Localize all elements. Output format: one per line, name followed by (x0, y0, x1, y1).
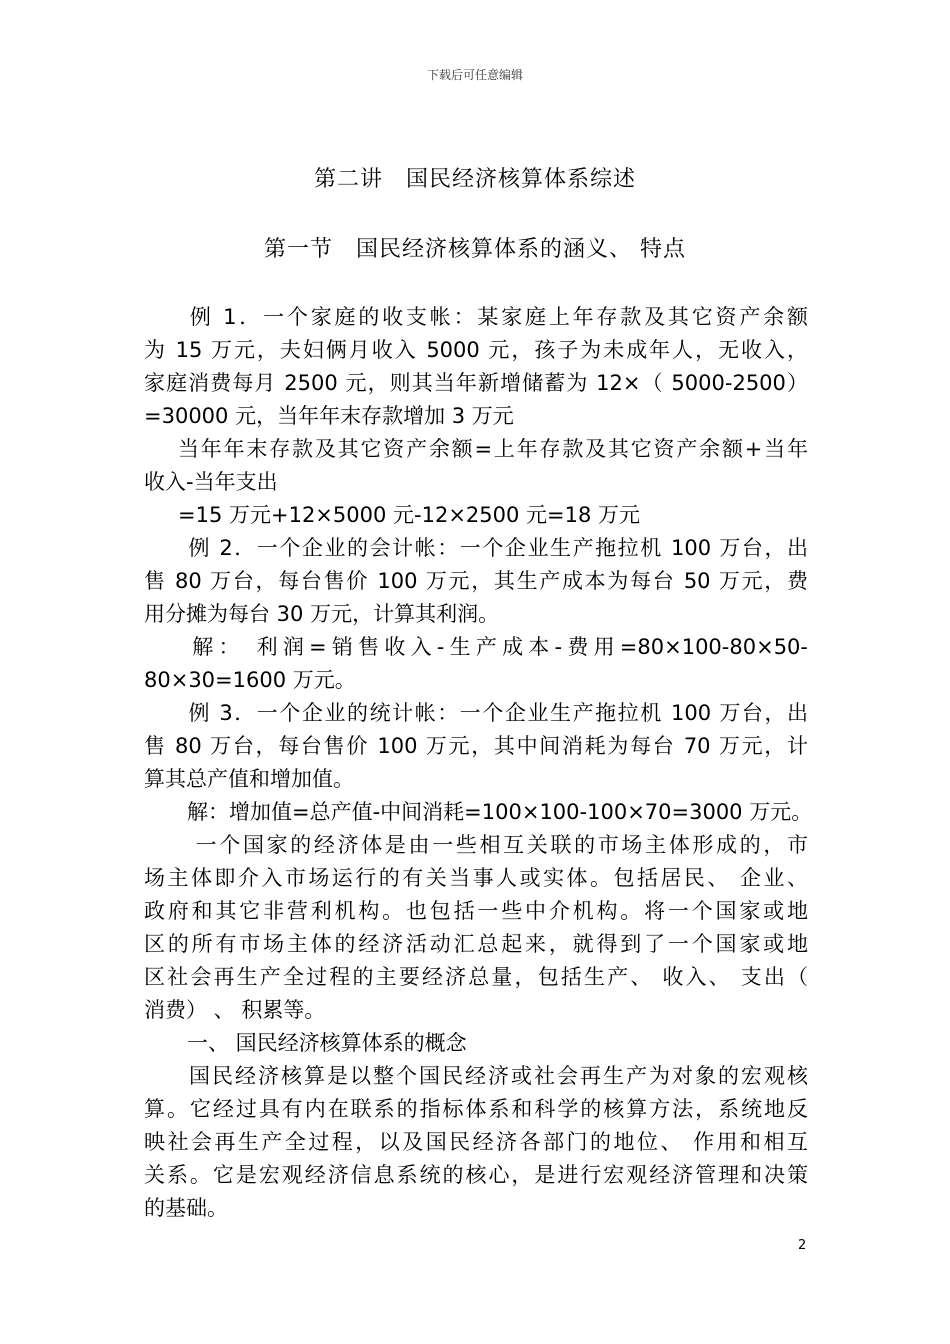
page-header: 下载后可任意编辑 (426, 68, 523, 82)
body-line: 一个国家的经济体是由一些相互关联的市场主体形成的，市 (172, 833, 808, 857)
body-line: 关系。它是宏观经济信息系统的核心，是进行宏观经济管理和决策 (144, 1163, 808, 1187)
body-line: 区的所有市场主体的经济活动汇总起来，就得到了一个国家或地 (144, 932, 808, 956)
body-line: 一、 国民经济核算体系的概念 (166, 1031, 467, 1055)
body-line: 为 15 万元，夫妇俩月收入 5000 元，孩子为未成年人，无收入， (144, 338, 808, 362)
body-line: 的基础。 (144, 1196, 228, 1220)
body-line: 映社会再生产全过程，以及国民经济各部门的地位、 作用和相互 (144, 1130, 808, 1154)
body-line: 政府和其它非营利机构。也包括一些中介机构。将一个国家或地 (144, 899, 808, 923)
body-line: 区社会再生产全过程的主要经济总量，包括生产、 收入、 支出（ (144, 965, 808, 989)
body-line: 家庭消费每月 2500 元，则其当年新增储蓄为 12×（ 5000-2500） (144, 371, 808, 395)
body-line: 场主体即介入市场运行的有关当事人或实体。包括居民、 企业、 (144, 866, 808, 890)
body-line: =15 万元+12×5000 元-12×2500 元=18 万元 (178, 503, 641, 527)
body-line: 算。它经过具有内在联系的指标体系和科学的核算方法，系统地反 (144, 1097, 808, 1121)
body-line: 当年年末存款及其它资产余额=上年存款及其它资产余额+当年 (178, 437, 808, 461)
body-line: 售 80 万台，每台售价 100 万元，其生产成本为每台 50 万元，费 (144, 569, 808, 593)
body-line: 消费） 、 积累等。 (144, 998, 326, 1022)
body-line: 解： 利润=销售收入-生产成本-费用=80×100-80×50- (166, 635, 808, 659)
lecture-title: 第二讲 国民经济核算体系综述 (313, 167, 636, 192)
body-line: 用分摊为每台 30 万元，计算其利润。 (144, 602, 500, 626)
body-line: 算其总产值和增加值。 (144, 767, 354, 791)
body-line: 例 3．一个企业的统计帐：一个企业生产拖拉机 100 万台，出 (166, 701, 808, 725)
body-line: 例 1．一个家庭的收支帐：某家庭上年存款及其它资产余额 (166, 305, 808, 329)
body-line: 例 2．一个企业的会计帐：一个企业生产拖拉机 100 万台，出 (166, 536, 808, 560)
body-line: 解：增加值=总产值-中间消耗=100×100-100×70=3000 万元。 (166, 800, 813, 824)
body-line: 收入-当年支出 (144, 470, 278, 494)
body-line: 80×30=1600 万元。 (144, 668, 356, 692)
body-line: 国民经济核算是以整个国民经济或社会再生产为对象的宏观核 (166, 1064, 808, 1088)
body-line: 售 80 万台，每台售价 100 万元，其中间消耗为每台 70 万元，计 (144, 734, 808, 758)
body-line: =30000 元，当年年末存款增加 3 万元 (144, 404, 514, 428)
section-title: 第一节 国民经济核算体系的涵义、 特点 (264, 237, 686, 262)
page-number: 2 (798, 1238, 807, 1253)
